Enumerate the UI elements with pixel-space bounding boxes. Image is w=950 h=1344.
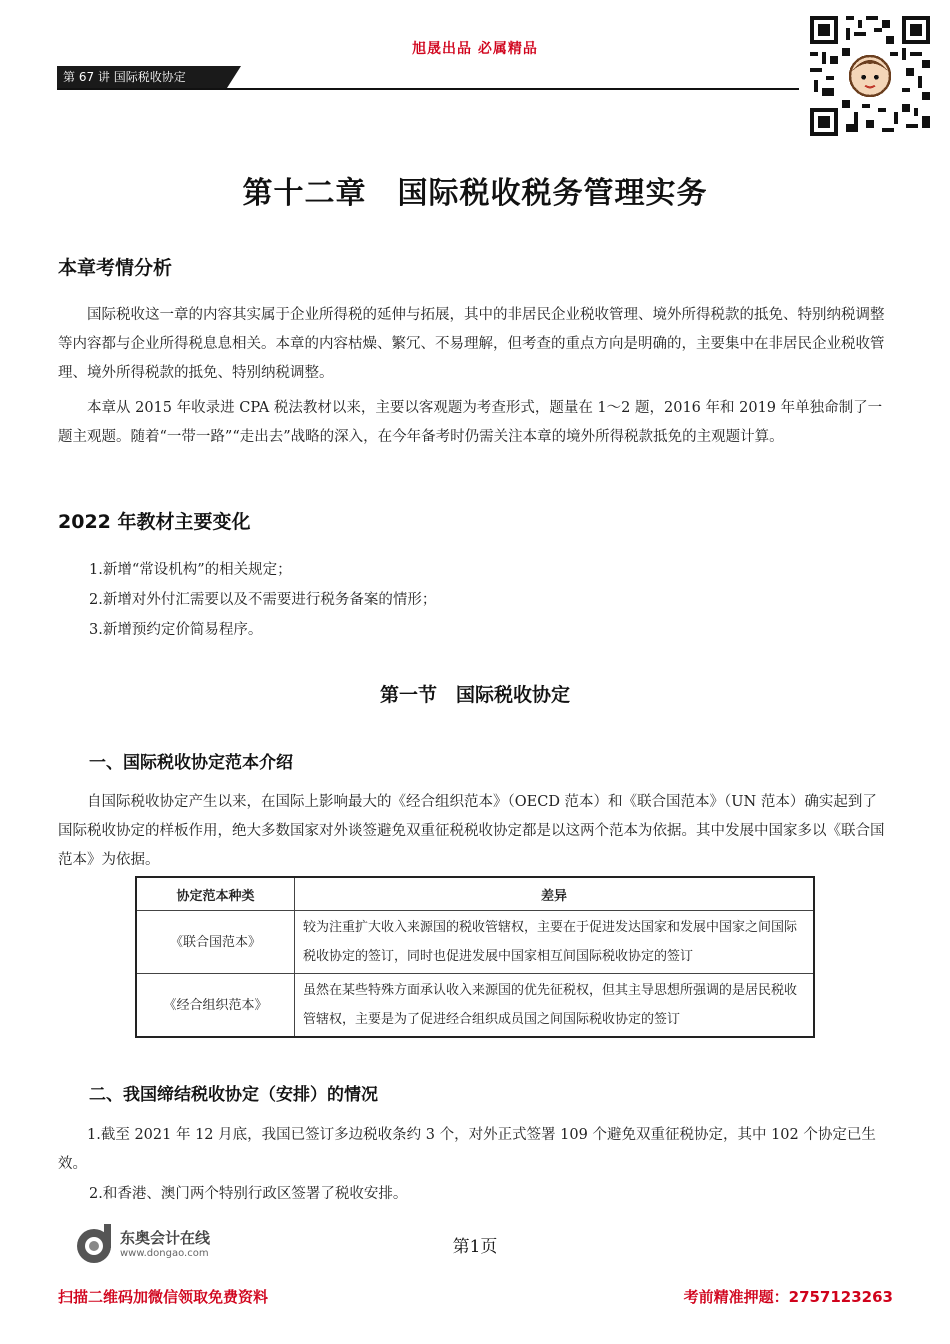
changes-item-3: 3.新增预约定价简易程序。 [89,622,263,638]
analysis-paragraph-2: 本章从 2015 年收录进 CPA 税法教材以来，主要以客观题为考查形式，题量在 1～2 题，2016 年和 2019 年单独命制了一题主观题。随着“一带一路”“走出去”战略的深入，在今年备考时仍需关注本章的境外所得税款抵免的主观题计算。 [58,400,883,445]
table-header-cell: 协定范本种类 [136,877,295,911]
logo-url: www.dongao.com [120,1248,209,1259]
table-header-cell: 差异 [295,877,815,911]
table-cell-model-name: 《经合组织范本》 [136,974,295,1038]
footer-right-note: 考前精准押题：2757123263 [683,1288,893,1306]
table-row [136,974,814,1038]
table-header-row [136,877,814,911]
changes-item-1: 1.新增“常设机构”的相关规定； [89,562,292,578]
model-comparison-table [135,876,815,1038]
changes-item-2: 2.新增对外付汇需要以及不需要进行税务备案的情形； [89,592,437,608]
subsection-2-item-1: 1.截至 2021 年 12 月底，我国已签订多边税收条约 3 个，对外正式签署 109 个避免双重征税协定，其中 102 个协定已生效。 [58,1127,876,1172]
section-title: 第一节 国际税收协定 [379,684,570,706]
page-number: 第1页 [452,1237,498,1257]
subsection-2-heading: 二、我国缔结税收协定（安排）的情况 [89,1085,378,1105]
analysis-heading: 本章考情分析 [58,257,173,279]
subsection-1-paragraph: 自国际税收协定产生以来，在国际上影响最大的《经合组织范本》（OECD 范本）和《联合国范本》（UN 范本）确实起到了国际税收协定的样板作用，绝大多数国家对外谈签避免双重征税税收协定都是以这两个范本为依据。其中发展中国家多以《联合国范本》为依据。 [58,794,885,868]
table-cell-model-name: 《联合国范本》 [136,911,295,974]
changes-heading: 2022 年教材主要变化 [58,511,251,533]
table-row [136,911,814,974]
subsection-1-heading: 一、国际税收协定范本介绍 [89,753,293,773]
footer-left-note: 扫描二维码加微信领取免费资料 [58,1288,269,1306]
lecture-label: 第 67 讲 国际税收协定 [57,66,227,88]
logo-name: 东奥会计在线 [120,1229,211,1247]
brand-slogan: 旭晟出品 必属精品 [412,41,538,57]
lecture-bar [57,66,799,90]
analysis-paragraph-1: 国际税收这一章的内容其实属于企业所得税的延伸与拓展，其中的非居民企业税收管理、境外所得税款的抵免、特别纳税调整等内容都与企业所得税息息相关。本章的内容枯燥、繁冗、不易理解，但考查的重点方向是明确的，主要集中在非居民企业税收管理、境外所得税款的抵免、特别纳税调整。 [58,307,885,381]
chapter-title: 第十二章 国际税收税务管理实务 [242,176,708,211]
table-cell-difference: 较为注重扩大收入来源国的税收管辖权，主要在于促进发达国家和发展中国家之间国际税收协定的签订，同时也促进发展中国家相互间国际税收协定的签订 [295,911,815,974]
qr-code-icon [806,12,934,140]
table-cell-difference: 虽然在某些特殊方面承认收入来源国的优先征税权，但其主导思想所强调的是居民税收管辖权，主要是为了促进经合组织成员国之间国际税收协定的签订 [295,974,815,1038]
subsection-2-item-2: 2.和香港、澳门两个特别行政区签署了税收安排。 [89,1186,408,1202]
